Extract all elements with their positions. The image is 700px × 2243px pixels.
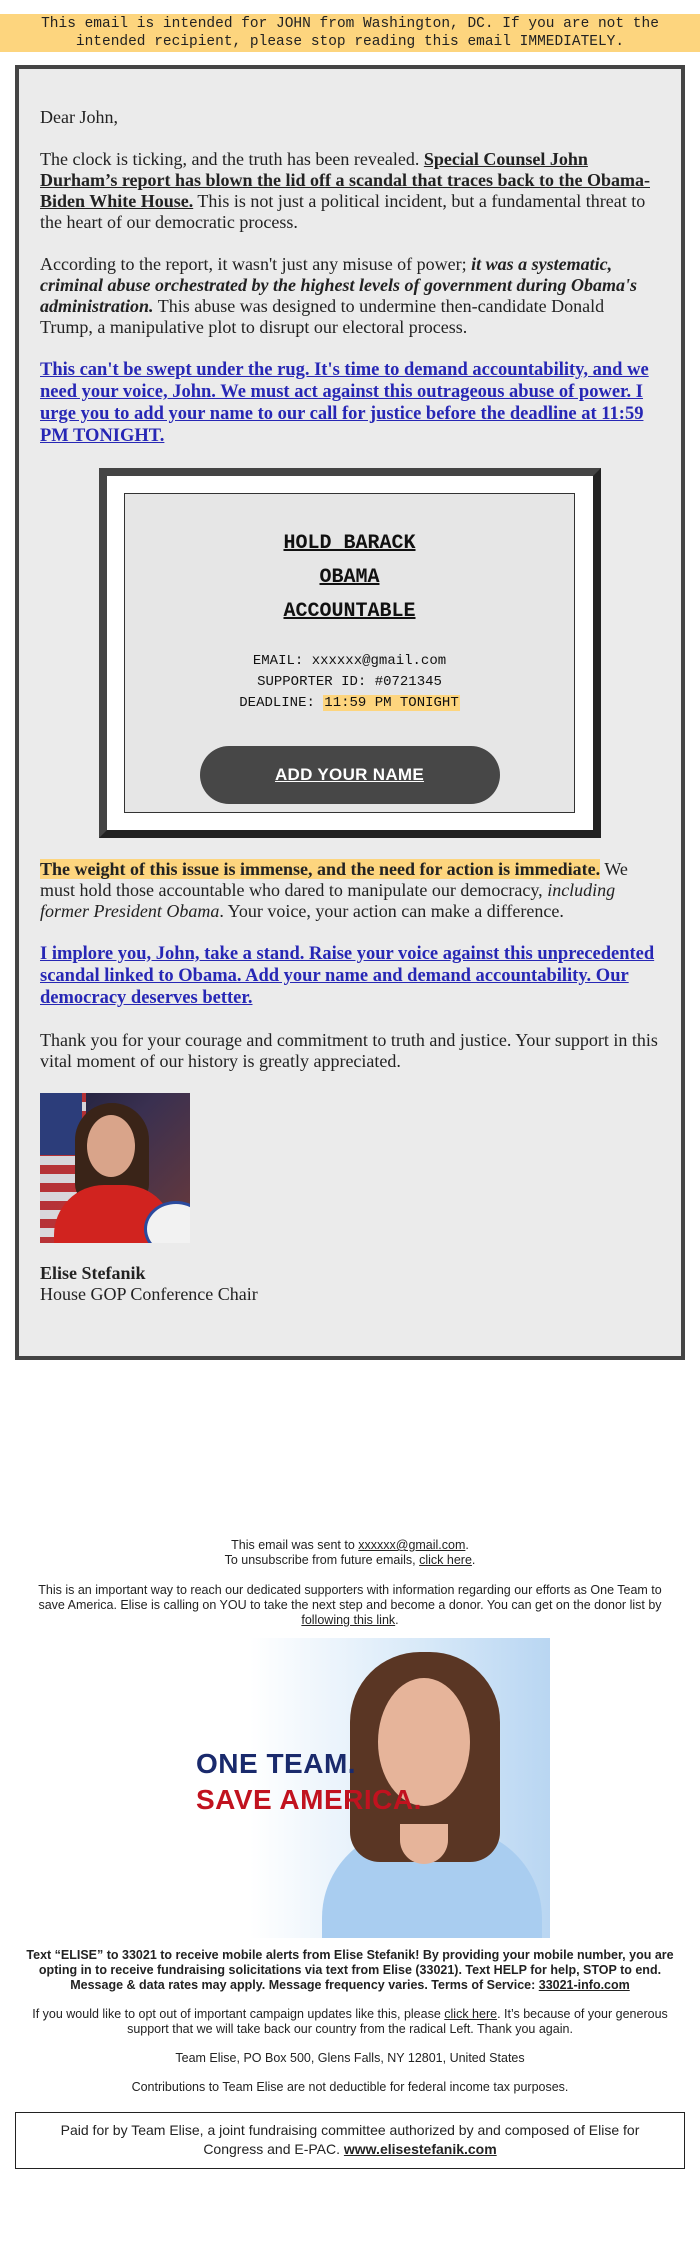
- sent-to-email-link[interactable]: xxxxxx@gmail.com: [358, 1538, 466, 1552]
- petition-supporter-row: [125, 672, 574, 693]
- p2-tail: This abuse was designed to undermine then-candidate Donald Trump, a manipulative plot to disrupt our electoral process.: [40, 296, 605, 337]
- p3-text: We must hold those accountable who dared to manipulate our democracy,: [40, 859, 628, 900]
- paid-text: Paid for by Team Elise, a joint fundraising committee authorized by and composed of Elise for Congress and E-PAC.: [60, 2122, 640, 2157]
- donor-text: This is an important way to reach our dedicated supporters with information regarding our efforts as One Team to save America. Elise is calling on YOU to take the next step and become a donor. You can get on the donor list by: [38, 1583, 662, 1612]
- paragraph-3: [40, 859, 660, 922]
- sms-terms-link[interactable]: 33021-info.com: [538, 1978, 630, 1992]
- sent-to-prefix: This email was sent to: [231, 1538, 359, 1552]
- cta-link-1[interactable]: This can't be swept under the rug. It's time to demand accountability, and we need your voice, John. We must act against this outrageous abuse of power. I urge you to add your name to our call for justice before the deadline at 11:59 PM TONIGHT.: [40, 360, 649, 446]
- mailing-address: Team Elise, PO Box 500, Glens Falls, NY 12801, United States: [175, 2051, 525, 2065]
- email-label: EMAIL:: [252, 653, 304, 669]
- p1-text: The clock is ticking, and the truth has been revealed.: [40, 149, 424, 169]
- optout-suffix: . It’s because of your generous support that we will take back our country from the radical Left. Thank you again.: [127, 2007, 668, 2036]
- optout-prefix: If you would like to opt out of important campaign updates like this, please: [32, 2007, 445, 2021]
- p2-text: According to the report, it wasn't just any misuse of power;: [40, 254, 472, 274]
- supporter-label: SUPPORTER ID:: [257, 674, 367, 690]
- paragraph-2: [40, 254, 660, 338]
- petition-title: HOLD BARACK OBAMA ACCOUNTABLE: [283, 532, 416, 623]
- p1-emphasis: Special Counsel John Durham’s report has blown the lid off a scandal that traces back to the Obama-Biden White House.: [40, 149, 650, 211]
- cta-paragraph-2: [40, 943, 660, 1009]
- greeting: Dear John,: [40, 107, 118, 127]
- signer-photo: [40, 1093, 190, 1243]
- unsub-prefix: To unsubscribe from future emails,: [224, 1553, 420, 1567]
- banner-line-save-america: SAVE AMERICA.: [196, 1784, 422, 1815]
- unsubscribe-link[interactable]: click here: [419, 1553, 472, 1567]
- petition-inner: [124, 493, 575, 813]
- sent-to-suffix: .: [465, 1538, 469, 1552]
- unsub-suffix: .: [471, 1553, 476, 1567]
- donor-suffix: .: [395, 1613, 399, 1627]
- recipient-banner: [0, 0, 700, 55]
- footer-sent-to: [0, 1538, 700, 1568]
- sent-to-line: [0, 1538, 700, 1553]
- petition-deadline-row: [125, 693, 574, 714]
- signer-face: [87, 1115, 135, 1177]
- cta-paragraph-1: [40, 359, 660, 447]
- unsubscribe-line: [0, 1553, 700, 1568]
- petition-fields: [125, 651, 574, 714]
- one-team-banner[interactable]: [150, 1638, 550, 1938]
- donor-paragraph: [24, 1583, 676, 1628]
- donor-list-link[interactable]: following this link: [301, 1613, 396, 1627]
- p3-highlight: The weight of this issue is immense, and the need for action is immediate.: [40, 859, 601, 879]
- p1-tail: This is not just a political incident, but a fundamental threat to the heart of our democratic process.: [40, 191, 646, 232]
- supporter-value: #0721345: [374, 674, 442, 690]
- add-your-name-button[interactable]: ADD YOUR NAME: [200, 746, 500, 804]
- optout-paragraph: [24, 2007, 676, 2037]
- signer-name: Elise Stefanik: [40, 1263, 146, 1283]
- optout-link[interactable]: click here: [444, 2007, 498, 2021]
- sms-text: Text “ELISE” to 33021 to receive mobile alerts from Elise Stefanik! By providing your mobile number, you are opting in to receive fundraising solicitations via text from Elise (33021). Text HELP for help, STOP to end. Message & data rates may apply. Message frequency varies. Terms of Service:: [26, 1948, 674, 1992]
- petition-box[interactable]: [99, 468, 601, 838]
- cta-link-2[interactable]: I implore you, John, take a stand. Raise your voice against this unprecedented scandal linked to Obama. Add your name and demand accountability. Our democracy deserves better.: [40, 944, 655, 1008]
- petition-email-row: [125, 651, 574, 672]
- website-link[interactable]: www.elisestefanik.com: [343, 2141, 497, 2157]
- deadline-value: 11:59 PM TONIGHT: [324, 695, 459, 711]
- signer-title: House GOP Conference Chair: [40, 1284, 258, 1304]
- p3-tail: . Your voice, your action can make a difference.: [219, 901, 564, 921]
- email-value: xxxxxx@gmail.com: [311, 653, 447, 669]
- p3-italic: including former President Obama: [40, 880, 616, 921]
- banner-line-one-team: ONE TEAM.: [196, 1748, 357, 1779]
- deadline-label: DEADLINE:: [239, 695, 315, 711]
- p2-emphasis: it was a systematic, criminal abuse orchestrated by the highest levels of government during Obama's administration.: [40, 254, 638, 316]
- footer: [0, 1538, 700, 2095]
- email-card: [15, 65, 685, 1360]
- paid-for-box: [15, 2112, 685, 2169]
- recipient-warning: This email is intended for JOHN from Washington, DC. If you are not the intended recipient, please stop reading this email IMMEDIATELY.: [0, 14, 700, 52]
- tax-disclaimer: Contributions to Team Elise are not deductible for federal income tax purposes.: [131, 2080, 569, 2094]
- paragraph-4: Thank you for your courage and commitment to truth and justice. Your support in this vital moment of our history is greatly appreciated.: [40, 1030, 658, 1071]
- sms-paragraph: [22, 1948, 678, 1993]
- paragraph-1: [40, 149, 660, 233]
